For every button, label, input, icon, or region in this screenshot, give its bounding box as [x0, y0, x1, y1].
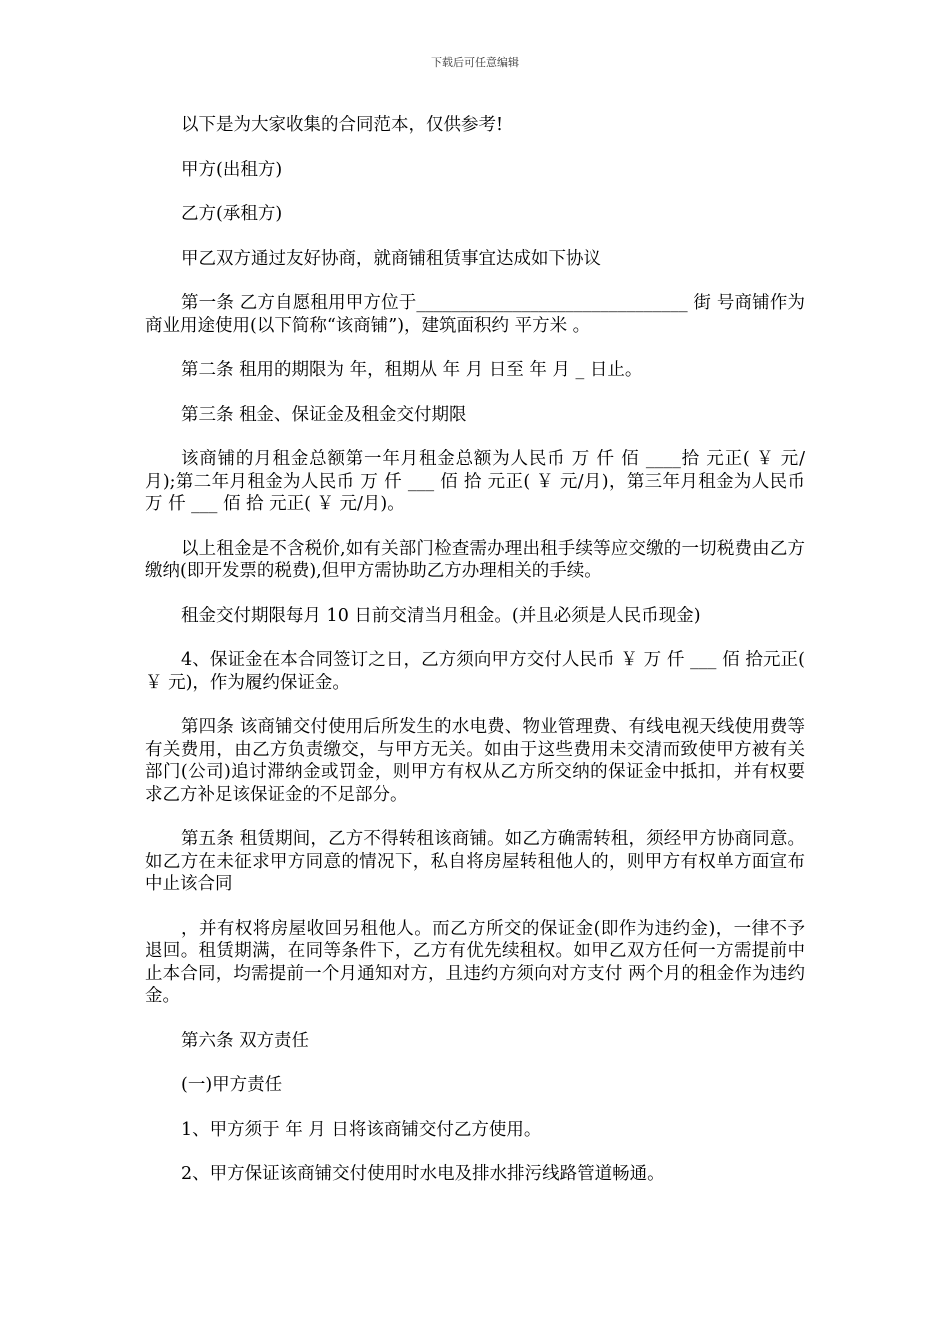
page-header: 下载后可任意编辑: [431, 56, 519, 69]
agreement-preamble: 甲乙双方通过友好协商，就商铺租赁事宜达成如下协议: [181, 248, 601, 269]
tax-clause: 以上租金是不含税价,如有关部门检查需办理出租手续等应交缴的一切税费由乙方缴纳(即开发票的税费),但甲方需协助乙方办理相关的手续。: [145, 538, 805, 581]
article-3-heading: 第三条 租金、保证金及租金交付期限: [181, 404, 467, 425]
article-4: 第四条 该商铺交付使用后所发生的水电费、物业管理费、有线电视天线使用费等有关费用，由乙方负责缴交，与甲方无关。如由于这些费用未交清而致使甲方被有关部门(公司)追讨滞纳金或罚金，则甲方有权从乙方所交纳的保证金中抵扣，并有权要求乙方补足该保证金的不足部分。: [145, 717, 805, 805]
payment-deadline: 租金交付期限每月 10 日前交清当月租金。(并且必须是人民币现金): [181, 605, 701, 626]
deposit-clause: 4、保证金在本合同签订之日，乙方须向甲方交付人民币 ￥ 万 仟 ___ 佰 拾元正( ￥ 元)，作为履约保证金。: [145, 650, 805, 693]
party-b: 乙方(承租方): [181, 204, 283, 224]
article-2: 第二条 租用的期限为 年，租期从 年 月 日至 年 月 _ 日止。: [181, 360, 643, 380]
article-5: 第五条 租赁期间，乙方不得转租该商铺。如乙方确需转租，须经甲方协商同意。如乙方在未征求甲方同意的情况下，私自将房屋转租他人的，则甲方有权单方面宣布中止该合同: [145, 829, 805, 894]
party-a-duty-2: 2、甲方保证该商铺交付使用时水电及排水排污线路管道畅通。: [181, 1164, 665, 1184]
article-6-heading: 第六条 双方责任: [181, 1030, 310, 1051]
rent-amounts: 该商铺的月租金总额第一年月租金总额为人民币 万 仟 佰 ____拾 元正( ￥ 元/月);第二年月租金为人民币 万 仟 ___ 佰 拾 元正( ￥ 元/月)，第三年月租金为人民币 万 仟 ___ 佰 拾 元正( ￥ 元/月)。: [145, 449, 805, 514]
party-a: 甲方(出租方): [181, 159, 283, 180]
party-a-duty-1: 1、甲方须于 年 月 日将该商铺交付乙方使用。: [181, 1119, 542, 1140]
party-a-duties-heading: (一)甲方责任: [181, 1075, 283, 1095]
intro-note: 以下是为大家收集的合同范本，仅供参考!: [181, 115, 504, 135]
article-5-continued: ，并有权将房屋收回另租他人。而乙方所交的保证金(即作为违约金)，一律不予退回。租赁期满，在同等条件下，乙方有优先续租权。如甲乙双方任何一方需提前中止本合同，均需提前一个月通知对方，且违约方须向对方支付 两个月的租金作为违约金。: [145, 918, 805, 1006]
article-1: 第一条 乙方自愿租用甲方位于_______________________________ 街 号商铺作为商业用途使用(以下简称“该商铺”)，建筑面积约 平方米 。: [145, 293, 805, 336]
document-body: [145, 114, 805, 1208]
